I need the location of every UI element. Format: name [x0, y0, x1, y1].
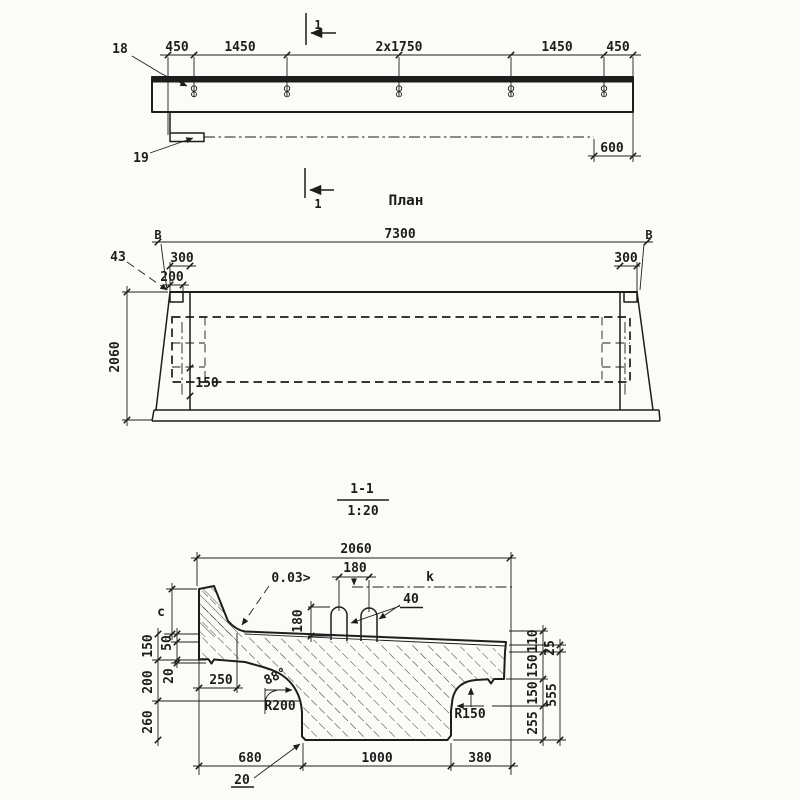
section-title: 1-1	[350, 482, 374, 497]
dim-555-right: 555	[545, 683, 560, 707]
dim-180-spacing: 180	[343, 561, 367, 576]
plan-right-slant	[637, 292, 653, 410]
label-k: k	[426, 570, 434, 585]
radius-r150: R150	[454, 707, 486, 722]
dim-2x1750: 2x1750	[375, 40, 423, 55]
plan-hidden-details	[172, 317, 630, 382]
dim-250: 250	[209, 673, 233, 688]
section-marker-1-top: 1	[314, 18, 322, 32]
dim-150a-right: 150	[526, 654, 541, 678]
dim-2060-section: 2060	[340, 542, 372, 557]
callout-18: 18	[112, 42, 128, 57]
dim-1000: 1000	[361, 751, 393, 766]
dim-150-left: 150	[141, 634, 156, 658]
dim-450-right: 450	[606, 40, 630, 55]
callout-43: 43	[110, 250, 126, 265]
plan-title: План	[388, 193, 424, 209]
plan-bottom-band	[152, 410, 660, 421]
dim-600: 600	[600, 141, 624, 156]
dim-680: 680	[238, 751, 262, 766]
elevation-dim-ticks	[165, 52, 636, 159]
elevation-view	[112, 13, 641, 166]
dim-50-left: 50	[160, 635, 175, 651]
section-view	[141, 482, 566, 788]
plan-left-slant	[156, 292, 170, 410]
dim-1450-left: 1450	[224, 40, 256, 55]
dim-300-right: 300	[614, 251, 638, 266]
dim-255-right: 255	[526, 711, 541, 735]
post-dia-leader-left	[351, 606, 400, 623]
dim-7300: 7300	[384, 227, 416, 242]
dim-180-height: 180	[291, 609, 306, 633]
dim-20-chamfer: 20	[234, 773, 250, 788]
plan-hidden-void	[172, 317, 630, 382]
angle-88: 88°	[261, 665, 290, 689]
plan-centerlines	[182, 322, 625, 398]
leader-19	[150, 138, 193, 153]
plan-right-pocket	[624, 292, 637, 302]
dim-200-left: 200	[141, 670, 156, 694]
slope-label: 0.03>	[271, 571, 311, 586]
dim-110-right: 110	[526, 629, 541, 653]
axis-b-right: В	[645, 228, 653, 242]
callout-19: 19	[133, 151, 149, 166]
dim-450-left: 450	[165, 40, 189, 55]
plan-dim-aux-lines	[122, 244, 644, 426]
section-scale: 1:20	[347, 504, 379, 519]
dim-150b-right: 150	[526, 681, 541, 705]
dim-150-plan: 150	[195, 376, 219, 391]
plan-view	[108, 168, 660, 426]
plan-dim-ticks	[124, 239, 650, 423]
radius-r200: R200	[264, 699, 296, 714]
dim-40: 40	[403, 592, 419, 607]
plan-left-pocket	[170, 292, 183, 302]
axis-b-left: В	[154, 228, 162, 242]
bearing-step	[170, 113, 204, 142]
dim-1450-right: 1450	[541, 40, 573, 55]
dim-20-left: 20	[162, 668, 177, 684]
elevation-extension-lines	[168, 57, 633, 162]
dim-2060-plan: 2060	[108, 341, 123, 373]
dim-25-right: 25	[543, 640, 558, 656]
dim-200: 200	[160, 270, 184, 285]
dim-380: 380	[468, 751, 492, 766]
dim-260-left: 260	[141, 710, 156, 734]
slope-leader	[242, 586, 269, 625]
section-marker-1-plan: 1	[314, 197, 322, 211]
label-c: c	[157, 605, 165, 620]
dim-300-left: 300	[170, 251, 194, 266]
